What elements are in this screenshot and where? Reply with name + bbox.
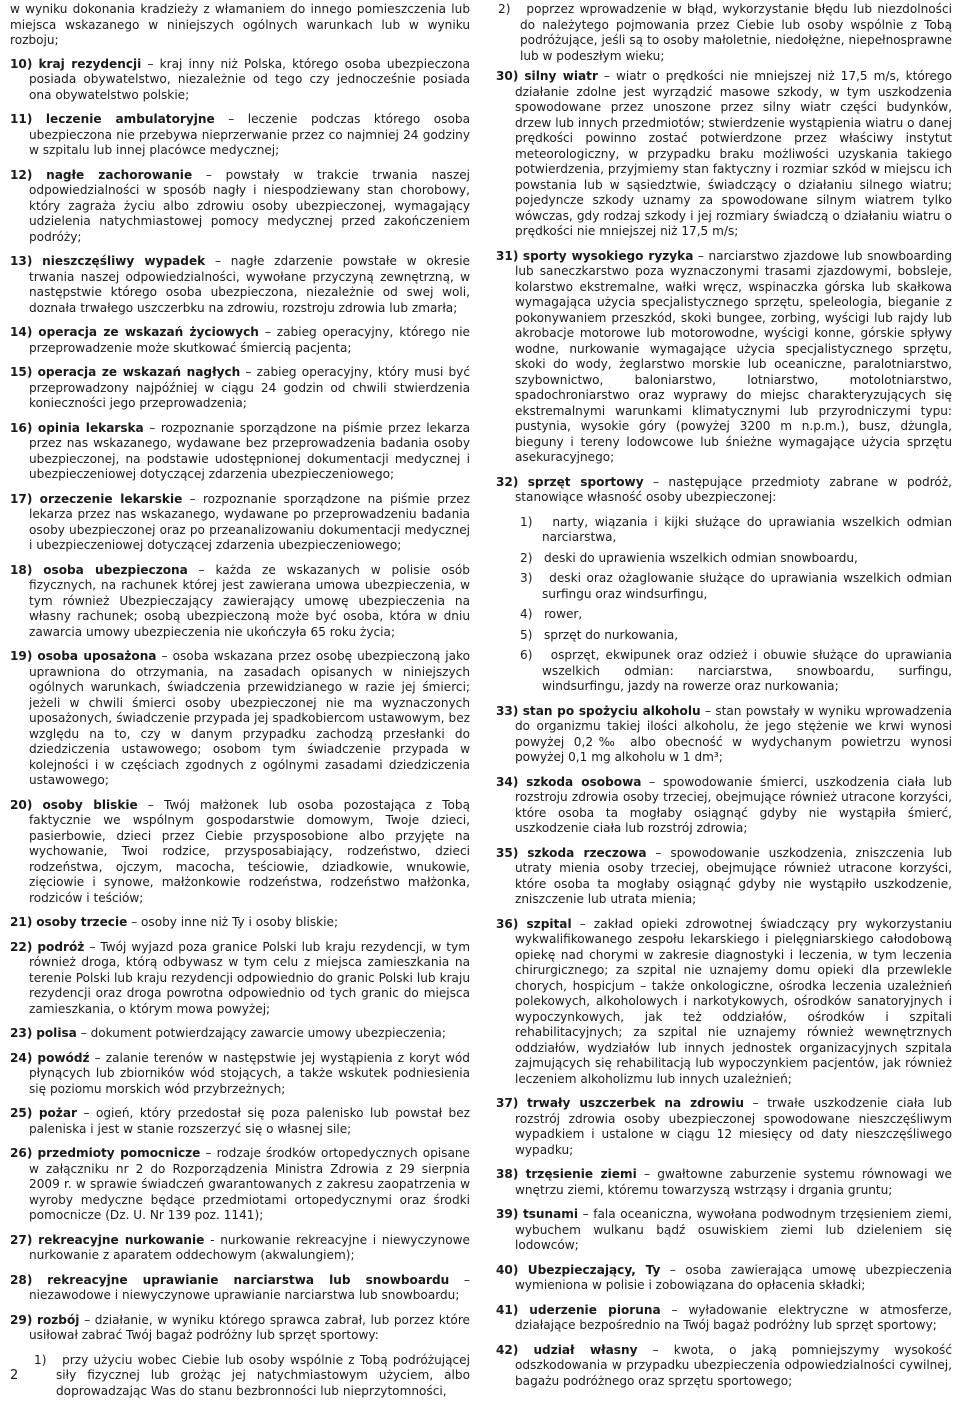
definition-entry (10, 563, 470, 641)
defined-term: nieszczęśliwy wypadek (42, 254, 206, 268)
sub-item-text: rower, (543, 607, 583, 621)
definition-entry (10, 325, 470, 356)
entry-number: 10) (10, 56, 33, 71)
entry-number: 41) (496, 1302, 519, 1317)
defined-term: trzęsienie ziemi (525, 1167, 637, 1181)
definition-entry (10, 915, 470, 931)
sub-item (10, 1353, 470, 1400)
definition-text: – leczenie podczas którego osoba ubezpieczona nie przebywa nieprzerwanie przez co najmniej 24 godziny w szpitalu lub innej placówce medycznej; (29, 112, 470, 157)
right-definitions-list-b (496, 704, 952, 1390)
sub-item (496, 648, 952, 695)
sub-item-number: 6) (520, 648, 533, 662)
entry-number: 31) (496, 248, 519, 263)
definition-entry (10, 492, 470, 554)
defined-term: przedmioty pomocnicze (37, 1146, 201, 1160)
entry-number: 15) (10, 365, 33, 379)
defined-term: powódź (37, 1050, 90, 1065)
sub-item-text: przy użyciu wobec Ciebie lub osoby wspólnie z Tobą podróżującej siły fizycznej lub grożąc jej natychmiastowym użyciem, albo doprowadzając Was do stanu bezbronności lub nieprzytomności, (56, 1352, 470, 1398)
definition-entry (10, 1051, 470, 1098)
entry-number: 17) (10, 491, 33, 506)
definition-entry (10, 940, 470, 1018)
sprzet-sportowy-sublist (496, 515, 952, 695)
definition-entry (10, 1106, 470, 1137)
defined-term: orzeczenie lekarskie (39, 491, 183, 506)
definition-text: – wiatr o prędkości nie mniejszej niż 17,5 m/s, którego działanie zdolne jest wyrządzić masowe szkody, w tym uszkodzenia spowodowane przez unoszone przez silny wiatr części budynków, drzew lub innych przedmiotów; stwierdzenie wystąpienia wiatru o danej prędkości powinno zostać potwierdzone przez właściwy instytut meteorologiczny, w przypadku braku możliwości uzyskania takiego potwierdzenia, przyjmiemy stan faktyczny i rozmiar szkód w miejscu ich powstania lub w sąsiedztwie, świadczący o działaniu silnego wiatru; pojedyncze szkody uznamy za spowodowane silnym wiatrem tylko wówczas, gdy rodzaj szkody i jej rozmiary świadczą o działaniu wiatru o prędkości nie mniejszej niż 17,5 m/s; (515, 69, 952, 238)
definition-entry (10, 1233, 470, 1264)
defined-term: rekreacyjne nurkowanie (38, 1232, 205, 1247)
definition-entry (10, 112, 470, 159)
definition-text: – rodzaje środków ortopedycznych opisane w załączniku nr 2 do Rozporządzenia Ministra Zdrowia z 29 sierpnia 2009 r. w sprawie świadczeń gwarantowanych z zakresu zaopatrzenia w wyroby medyczne będące przedmiotami ortopedycznymi oraz środki pomocnicze (Dz. U. Nr 139 poz. 1141); (29, 1146, 470, 1222)
definition-text: – trwałe uszkodzenie ciała lub rozstrój zdrowia osoby ubezpieczonej spowodowane nieszczęśliwym wypadkiem i ustalone w ciągu 12 miesięcy od daty nieszczęśliwego wypadku; (515, 1096, 952, 1157)
entry-number: 25) (10, 1106, 33, 1120)
entry-number: 16) (10, 420, 33, 435)
definition-entry (496, 775, 952, 837)
definition-text: – następujące przedmioty zabrane w podróż, stanowiące własność osoby ubezpieczonej: (515, 474, 953, 504)
definition-entry (10, 57, 470, 104)
entry-number: 18) (10, 562, 33, 577)
left-definitions-list (10, 57, 470, 1344)
defined-term: sporty wysokiego ryzyka (522, 248, 694, 263)
page-number: 2 (10, 1368, 19, 1383)
defined-term: szpital (526, 916, 572, 931)
sub-item-number: 1) (34, 1352, 47, 1367)
definition-entry (10, 1146, 470, 1224)
entry-number: 19) (10, 649, 33, 663)
defined-term: operacja ze wskazań nagłych (37, 365, 241, 379)
definition-entry (10, 798, 470, 907)
definition-text: – zabieg operacyjny, który musi być przeprowadzony najpóźniej w ciągu 24 godzin od chwili stwierdzenia konieczności jego przeprowadzenia; (29, 365, 470, 410)
defined-term: Ubezpieczający, Ty (527, 1262, 661, 1277)
definition-entry (10, 1273, 470, 1304)
rozboj-sublist-continued (496, 2, 952, 64)
left-intro-paragraph: w wyniku dokonania kradzieży z włamaniem do innego pomieszczenia lub miejsca wskazanego w niniejszych ogólnych warunkach lub w wyniku rozboju; (10, 2, 470, 47)
entry-number: 21) (10, 915, 33, 929)
defined-term: rozbój (37, 1312, 80, 1327)
definition-text: – Twój małżonek lub osoba pozostająca z Tobą faktycznie we wspólnym gospodarstwie domowym, Twoje dzieci, pasierbowie, dzieci przez Ciebie przysposobione albo przyjęte na wychowanie, Twoi rodzice, przysposabiający, rodzeństwo, dzieci rodzeństwa, ojczym, macocha, teściowie, dziadkowie, wnukowie, zięciowie i synowe, małżonkowie rodzeństwa, rodzeństwo małżonka, rodziców i teściów; (29, 797, 470, 905)
entry-number: 27) (10, 1232, 33, 1247)
definition-text: – stan powstały w wyniku wprowadzenia do organizmu takiej ilości alkoholu, że jego stężenie we krwi wynosi powyżej 0,2‰ albo obecność w wydychanym powietrzu wynosi powyżej 0,1 mg alkoholu w 1 dm³; (515, 703, 952, 764)
definition-entry (10, 1026, 470, 1042)
definition-text: – spowodowanie śmierci, uszkodzenia ciała lub rozstroju zdrowia osoby trzeciej, obejmujące również utracone korzyści, które osoba ta mogłaby osiągnąć gdyby nie wystąpiła śmierć, uszkodzenie ciała lub rozstrój zdrowia; (515, 774, 952, 835)
defined-term: stan po spożyciu alkoholu (522, 703, 701, 718)
sub-item (496, 571, 952, 602)
defined-term: tsunami (522, 1207, 579, 1221)
entry-number: 34) (496, 774, 519, 789)
entry-number: 11) (10, 112, 33, 126)
defined-term: leczenie ambulatoryjne (45, 112, 215, 126)
defined-term: kraj rezydencji (38, 56, 142, 71)
definition-entry (496, 917, 952, 1088)
definition-entry (496, 1207, 952, 1254)
entry-number: 26) (10, 1146, 33, 1160)
definition-text: – zakład opieki zdrowotnej świadczący pry wykorzystaniu wykwalifikowanego zespołu lekarskiego i pielęgniarskiego całodobową opiekę nad chorymi w zakresie diagnostyki i leczenia, w tym leczenia chirurgicznego; za szpital nie uznajemy domu opieki dla przewlekle chorych, hospicjum – także onkologiczne, ośrodka leczenia uzależnień polekowych, alkoholowych i narkotykowych, ośrodków sanatoryjnych i wypoczynkowych, jak też oddziałów, ośrodków i szpitali rehabilitacyjnych; za szpital nie uznajemy również wewnętrznych oddziałów, wydziałów lub innych jednostek organizacyjnych szpitala zajmujących się rehabilitacją lub wypoczynkiem pacjentów, jak również leczeniem alkoholizmu lub innych uzależnień; (515, 916, 952, 1086)
sub-item: 2) poprzez wprowadzenie w błąd, wykorzystanie błędu lub niezdolności do należytego pojmowania przez Ciebie lub osoby wspólnie z Tobą podróżujące, jeśli są to osoby małoletnie, niedołężne, niepełnosprawne lub w podeszłym wieku; (498, 2, 952, 63)
definition-text: – działanie, w wyniku którego sprawca zabrał, lub porzez które usiłował zabrać Twój bagaż podróżny lub sprzęt sportowy: (29, 1312, 470, 1342)
definition-entry (496, 475, 952, 506)
sub-item-number: 3) (520, 571, 533, 585)
entry-number: 42) (496, 1342, 519, 1357)
defined-term: szkoda rzeczowa (527, 845, 647, 860)
defined-term: osoba ubezpieczona (43, 562, 188, 577)
definition-text: – każda ze wskazanych w polisie osób fizycznych, na rachunek której jest zawierana umowa ubezpieczenia, w tym również Ubezpieczający zawierający umowę ubezpieczenia na własny rachunek; osobą ubezpieczoną może być osoba, która w dniu zawarcia umowy ubezpieczenia nie ukończyła 65 roku życia; (29, 562, 470, 639)
definition-text: – zalanie terenów w następstwie jej wystąpienia z koryt wód płynących lub zbiorników wód stojących, a także wskutek podniesienia się poziomu morskich wód przybrzeżnych; (29, 1050, 470, 1096)
entry-number: 38) (496, 1167, 519, 1181)
entry-number: 20) (10, 797, 33, 812)
definition-entry (496, 846, 952, 908)
definition-text: – zabieg operacyjny, którego nie przeprowadzenie może skutkować śmiercią pacjenta; (29, 325, 470, 355)
definition-entry (10, 254, 470, 316)
entry-number: 22) (10, 939, 33, 954)
entry-number: 35) (496, 845, 519, 860)
definition-entry (496, 1343, 952, 1390)
sub-item-number: 5) (520, 627, 533, 642)
defined-term: silny wiatr (524, 69, 598, 83)
definition-entry (10, 421, 470, 483)
entry-number: 39) (496, 1207, 519, 1221)
definition-text: – Twój wyjazd poza granice Polski lub kraju rezydencji, w tym również droga, którą odbywasz w tym celu z miejsca zamieszkania na terenie Polski lub kraju rezydencji odpowiednio do granic Polski lub kraju rezydencji oraz droga powrotna odpowiednio od tych granic do miejsca zamieszkania, o którym mowa powyżej; (29, 939, 470, 1016)
definition-text: – osoba wskazana przez osobę ubezpieczoną jako uprawniona do otrzymania, na zasadach opisanych w niniejszych ogólnych warunkach, świadczenia przewidzianego w razie jej śmierci; jeżeli w chwili śmierci osoby ubezpieczonej nie ma wyznaczonych uposażonych, świadczenie przypada jej spadkobiercom ustawowym, bez względu na to, czy w danym przypadku zachodzą przesłanki do dziedziczenia ustawowego; osobom tym świadczenie przypada w kolejności i w częściach zgodnych z ogólnymi zasadami dziedziczenia ustawowego; (29, 649, 470, 787)
entry-number: 36) (496, 916, 519, 931)
right-definitions-list-a (496, 69, 952, 506)
definition-text: – powstały w trakcie trwania naszej odpowiedzialności w sposób nagły i niespodziewany stan chorobowy, który zagraża życiu albo zdrowiu osoby ubezpieczonej, wymagający udzielenia natychmiastowej pomocy medycznej przed zakończeniem podróży; (29, 167, 470, 244)
rozboj-sublist (10, 1353, 470, 1400)
defined-term: nagłe zachorowanie (46, 167, 193, 182)
entry-number: 13) (10, 254, 33, 268)
defined-term: osoba uposażona (37, 649, 157, 663)
sub-item-text: deski oraz ożaglowanie służące do uprawiania wszelkich odmian surfingu oraz windsurfingu, (542, 571, 952, 601)
definition-text: – gwałtowne zaburzenie systemu równowagi we wnętrzu ziemi, któremu towarzyszą wstrząsy i drgania gruntu; (515, 1167, 952, 1197)
definition-text: – nagłe zdarzenie powstałe w okresie trwania naszej odpowiedzialności, wywołane przyczyną zewnętrzną, w następstwie którego osoba ubezpieczona, niezależnie od swej woli, doznała trwałego uszczerbku na zdrowiu, rozstroju zdrowia lub zmarła; (29, 254, 470, 315)
sub-item-number: 2) (520, 550, 533, 565)
entry-number: 24) (10, 1050, 33, 1065)
entry-number: 32) (496, 474, 519, 489)
definition-entry (496, 249, 952, 466)
entry-number: 28) (10, 1272, 33, 1287)
definition-text: - nurkowanie rekreacyjne i niewyczynowe nurkowanie z aparatem oddechowym (akwalungiem); (29, 1232, 470, 1262)
sub-item-text: narty, wiązania i kijki służące do uprawiania wszelkich odmian narciarstwa, (542, 514, 952, 544)
definition-text: – osoba zawierająca umowę ubezpieczenia wymieniona w polisie i zobowiązana do opłacenia składki; (515, 1262, 952, 1292)
definition-entry (496, 1303, 952, 1334)
sub-item (496, 628, 952, 644)
entry-number: 12) (10, 167, 33, 182)
left-column (10, 2, 470, 1408)
definition-entry (496, 1167, 952, 1198)
definition-text: – narciarstwo zjazdowe lub snowboarding lub saneczkarstwo poza wyznaczonymi trasami zjazdowymi, bobsleje, kolarstwo ekstremalne, wałki wręcz, wspinaczka górska lub skałkowa wymagająca użycia specjalistycznego sprzętu, speleologia, bieganie z pokonywaniem przeszkód, skoki bungee, zorbing, wyścigi lub rajdy lub akrobacje motorowe lub motorowodne, wyścigi konne, górskie spływy wodne, nurkowanie wymagające użycia specjalistycznego sprzętu, skoki do wody, żeglarstwo morskie lub oceaniczne, paralotniarstwo, szybownictwo, baloniarstwo, lotniarstwo, motolotniarstwo, spadochroniarstwo oraz wyprawy do miejsc charakteryzujących się ekstremalnymi warunkami klimatycznymi lub przyrodniczymi typu: pustynia, wysokie góry (powyżej 3200 m n.p.m.), busz, dżungla, bieguny i tereny lodowcowe lub śnieżne wymagające użycia sprzętu asekuracyjnego; (515, 248, 952, 464)
definition-text: – kwota, o jaką pomniejszymy wysokość odszkodowania w przypadku ubezpieczenia odpowiedzialności cywilnej, bagażu podróżnego oraz sprzętu sportowego; (515, 1342, 952, 1388)
definition-text: – spowodowanie uszkodzenia, zniszczenia lub utraty mienia osoby trzeciej, obejmujące również utracone korzyści, które osoba ta mogłaby osiągnąć gdyby nie wystąpiło uszkodzenie, zniszczenie lub utrata mienia; (515, 845, 952, 906)
definition-text: – wyładowanie elektryczne w atmosferze, działające bezpośrednio na Twój bagaż podróżny lub sprzęt sportowy; (515, 1302, 952, 1332)
definition-entry (10, 168, 470, 246)
definition-text: – niezawodowe i niewyczynowe uprawianie narciarstwa lub snowboardu; (29, 1272, 470, 1302)
sub-item-number: 4) (520, 607, 533, 621)
entry-number: 14) (10, 325, 33, 339)
definition-text: – kraj inny niż Polska, którego osoba ubezpieczona posiada obywatelstwo, niezależnie od tego czy jednocześnie posiada ona obywatelstwo polskie; (29, 56, 470, 102)
sub-item (496, 607, 952, 623)
sub-item-text: osprzęt, ekwipunek oraz odzież i obuwie służące do uprawiania wszelkich odmian: narciarstwa, snowboardu, surfingu, windsurfingu, jazdy na rowerze oraz nurkowania; (542, 648, 952, 693)
definition-entry (496, 1096, 952, 1158)
defined-term: osoby bliskie (42, 797, 138, 812)
definition-text: – dokument potwierdzający zawarcie umowy ubezpieczenia; (76, 1026, 446, 1040)
defined-term: podróż (37, 939, 85, 954)
definition-entry (496, 69, 952, 240)
defined-term: trwały uszczerbek na zdrowiu (526, 1096, 744, 1110)
entry-number: 29) (10, 1312, 33, 1327)
entry-number: 33) (496, 703, 519, 718)
definition-entry (496, 704, 952, 766)
entry-number: 40) (496, 1262, 519, 1277)
definition-entry (496, 1263, 952, 1294)
defined-term: operacja ze wskazań życiowych (38, 325, 259, 339)
sub-item-text: deski do uprawienia wszelkich odmian snowboardu, (543, 550, 858, 565)
defined-term: polisa (36, 1026, 77, 1040)
defined-term: osoby trzecie (36, 915, 128, 929)
definition-text: – fala oceaniczna, wywołana podwodnym trzęsieniem ziemi, wybuchem wulkanu bądź osuwiskiem ziemi lub dzieleniem się lodowców; (515, 1207, 952, 1252)
definition-text: – osoby inne niż Ty i osoby bliskie; (127, 915, 339, 929)
defined-term: uderzenie pioruna (529, 1302, 661, 1317)
sub-item-text: sprzęt do nurkowania, (543, 627, 679, 642)
defined-term: udział własny (533, 1342, 638, 1357)
definition-entry (10, 1313, 470, 1344)
defined-term: szkoda osobowa (526, 774, 642, 789)
defined-term: pożar (38, 1106, 77, 1120)
sub-item (496, 515, 952, 546)
sub-item (496, 551, 952, 567)
entry-number: 30) (496, 69, 519, 83)
defined-term: rekreacyjne uprawianie narciarstwa lub snowboardu (47, 1272, 450, 1287)
sub-item-number: 1) (520, 514, 533, 529)
definition-text: – rozpoznanie sporządzone na piśmie przez lekarza przez nas wskazanego, wydawane po przeprowadzeniu badania osoby ubezpieczonej oraz po przeanalizowaniu dokumentacji medycznej i ubezpieczeniowej dotyczącej zdarzenia ubezpieczeniowego; (29, 491, 470, 552)
definition-entry (10, 649, 470, 789)
defined-term: opinia lekarska (37, 420, 144, 435)
definition-text: – ogień, który przedostał się poza palenisko lub powstał bez paleniska i jest w stanie rozszerzyć się o własnej sile; (29, 1106, 470, 1136)
definition-entry (10, 365, 470, 412)
right-column (496, 2, 952, 1398)
entry-number: 37) (496, 1096, 519, 1110)
entry-number: 23) (10, 1026, 33, 1040)
definition-text: – rozpoznanie sporządzone na piśmie przez lekarza przez nas wskazanego, wydawane bez przeprowadzenia badania osoby ubezpieczonej, na podstawie udostępnionej dokumentacji medycznej i ubezpieczeniowej dotyczącej zdarzenia ubezpieczeniowego; (29, 420, 470, 481)
defined-term: sprzęt sportowy (527, 474, 644, 489)
